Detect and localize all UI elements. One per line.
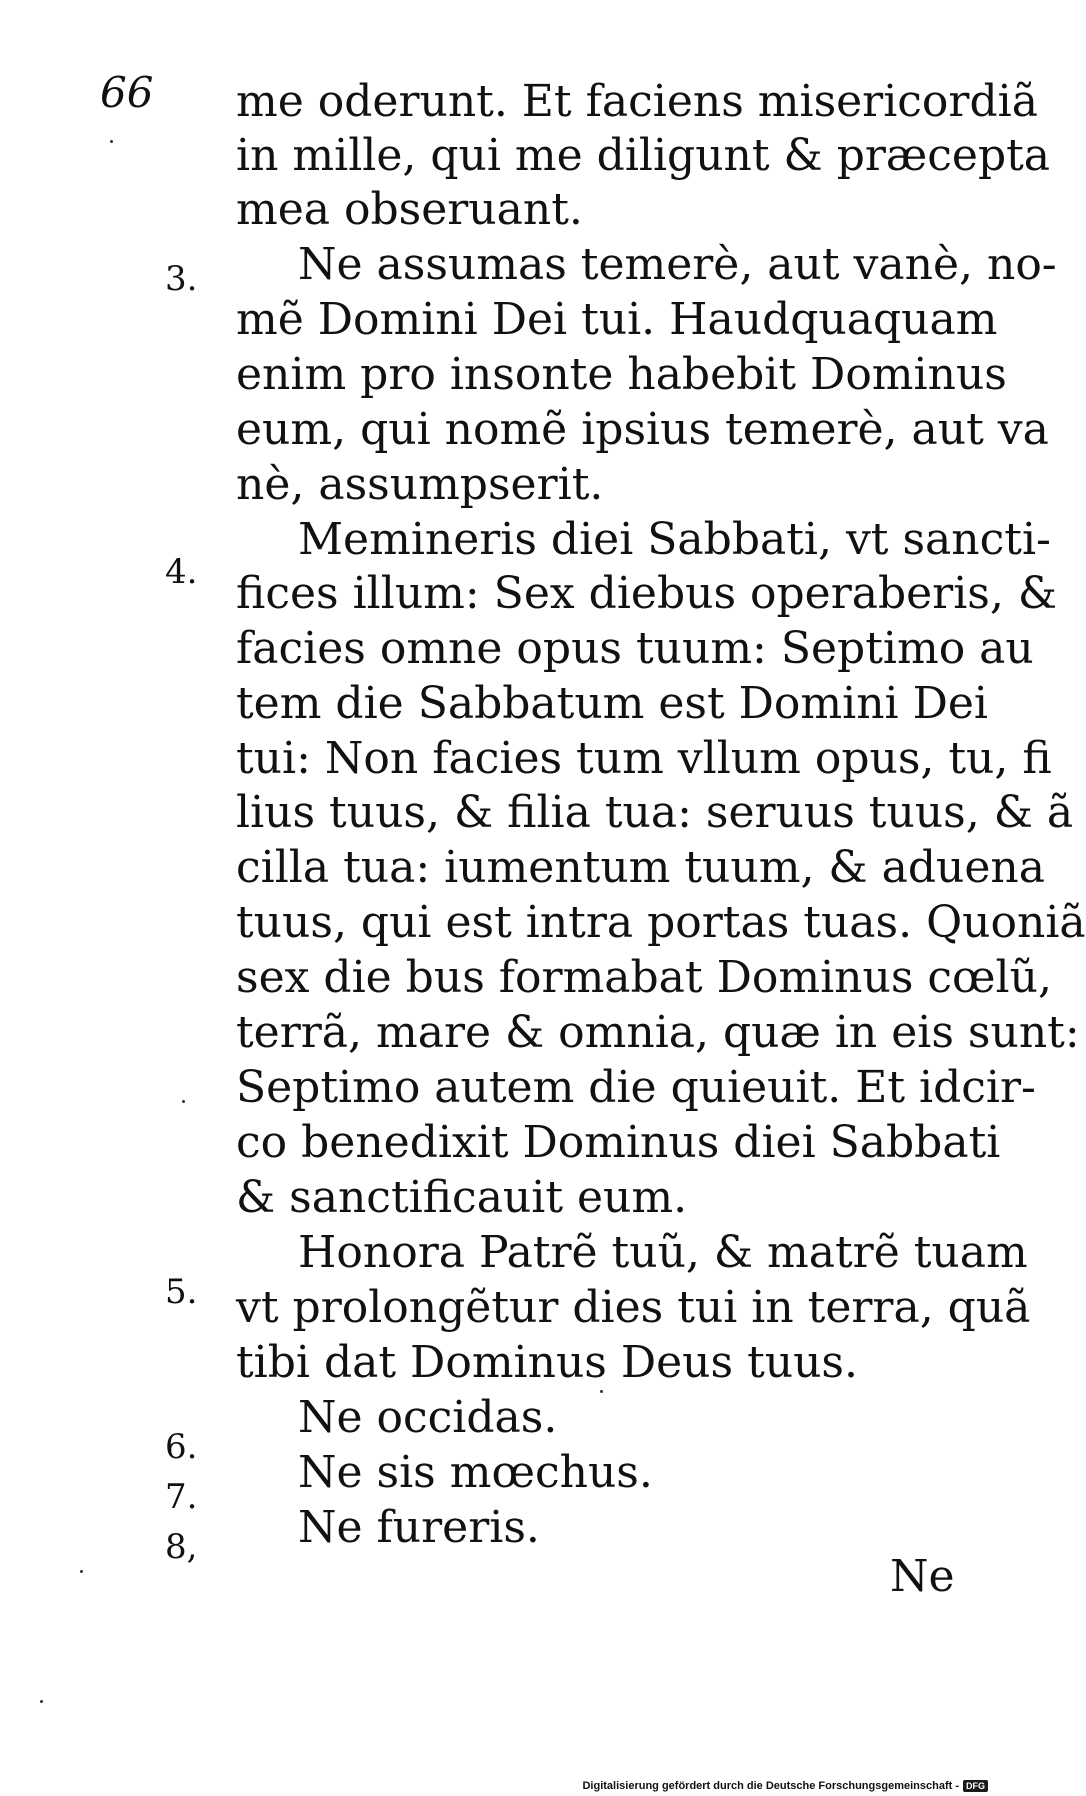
commandment-number-4: 4. [165,552,198,592]
text-line: mea obseruant. [236,184,583,235]
commandment-number-8: 8, [165,1527,198,1567]
commandment-number-5: 5. [165,1272,198,1312]
text-line: Ne fureris. [298,1502,540,1553]
text-line: & sanctificauit eum. [236,1172,688,1223]
text-line: in mille, qui me diligunt & præcepta [236,130,1051,181]
commandment-number-3: 3. [165,259,198,299]
ink-speck [40,1700,43,1703]
ink-speck [182,1100,185,1103]
text-line: me oderunt. Et faciens misericordiã [236,76,1038,127]
text-line: tui: Non facies tum vllum opus, tu, fi [236,733,1052,784]
footer-text: Digitalisierung gefördert durch die Deutsche Forschungsgemeinschaft - [582,1780,959,1792]
text-line: Ne sis mœchus. [298,1447,653,1498]
text-line: tibi dat Dominus Deus tuus. [236,1337,858,1388]
commandment-number-6: 6. [165,1427,198,1467]
text-line: nè, assumpserit. [236,459,604,510]
text-line: tuus, qui est intra portas tuas. Quoniã [236,897,1086,948]
page-number: 66 [100,68,154,117]
text-line: Honora Patrẽ tuũ, & matrẽ tuam [298,1227,1028,1278]
text-line: sex die bus formabat Dominus cœlũ, [236,952,1052,1003]
text-line: co benedixit Dominus diei Sabbati [236,1117,1001,1168]
text-line: facies omne opus tuum: Septimo au [236,623,1034,674]
text-line: cilla tua: iumentum tuum, & aduena [236,842,1045,893]
text-line: vt prolongẽtur dies tui in terra, quã [236,1282,1031,1333]
text-line: eum, qui nomẽ ipsius temerè, aut va [236,404,1049,455]
text-line: enim pro insonte habebit Dominus [236,349,1007,400]
text-line: Memineris diei Sabbati, vt sancti- [298,514,1051,565]
digitization-footer [582,1780,988,1792]
commandment-number-7: 7. [165,1477,198,1517]
ink-speck [600,1390,603,1393]
dfg-logo: DFG [963,1780,988,1792]
text-line: tem die Sabbatum est Domini Dei [236,678,988,729]
text-line: Ne occidas. [298,1392,558,1443]
ink-speck [80,1570,83,1573]
text-line: terrã, mare & omnia, quæ in eis sunt: [236,1007,1080,1058]
text-line: mẽ Domini Dei tui. Haudquaquam [236,294,998,345]
catchword: Ne [890,1551,955,1602]
text-line: Septimo autem die quieuit. Et idcir- [236,1062,1036,1113]
text-line: lius tuus, & filia tua: seruus tuus, & ã [236,787,1074,838]
ink-speck [110,140,113,143]
text-line: Ne assumas temerè, aut vanè, no- [298,239,1057,290]
text-line: fices illum: Sex diebus operaberis, & [236,568,1058,619]
